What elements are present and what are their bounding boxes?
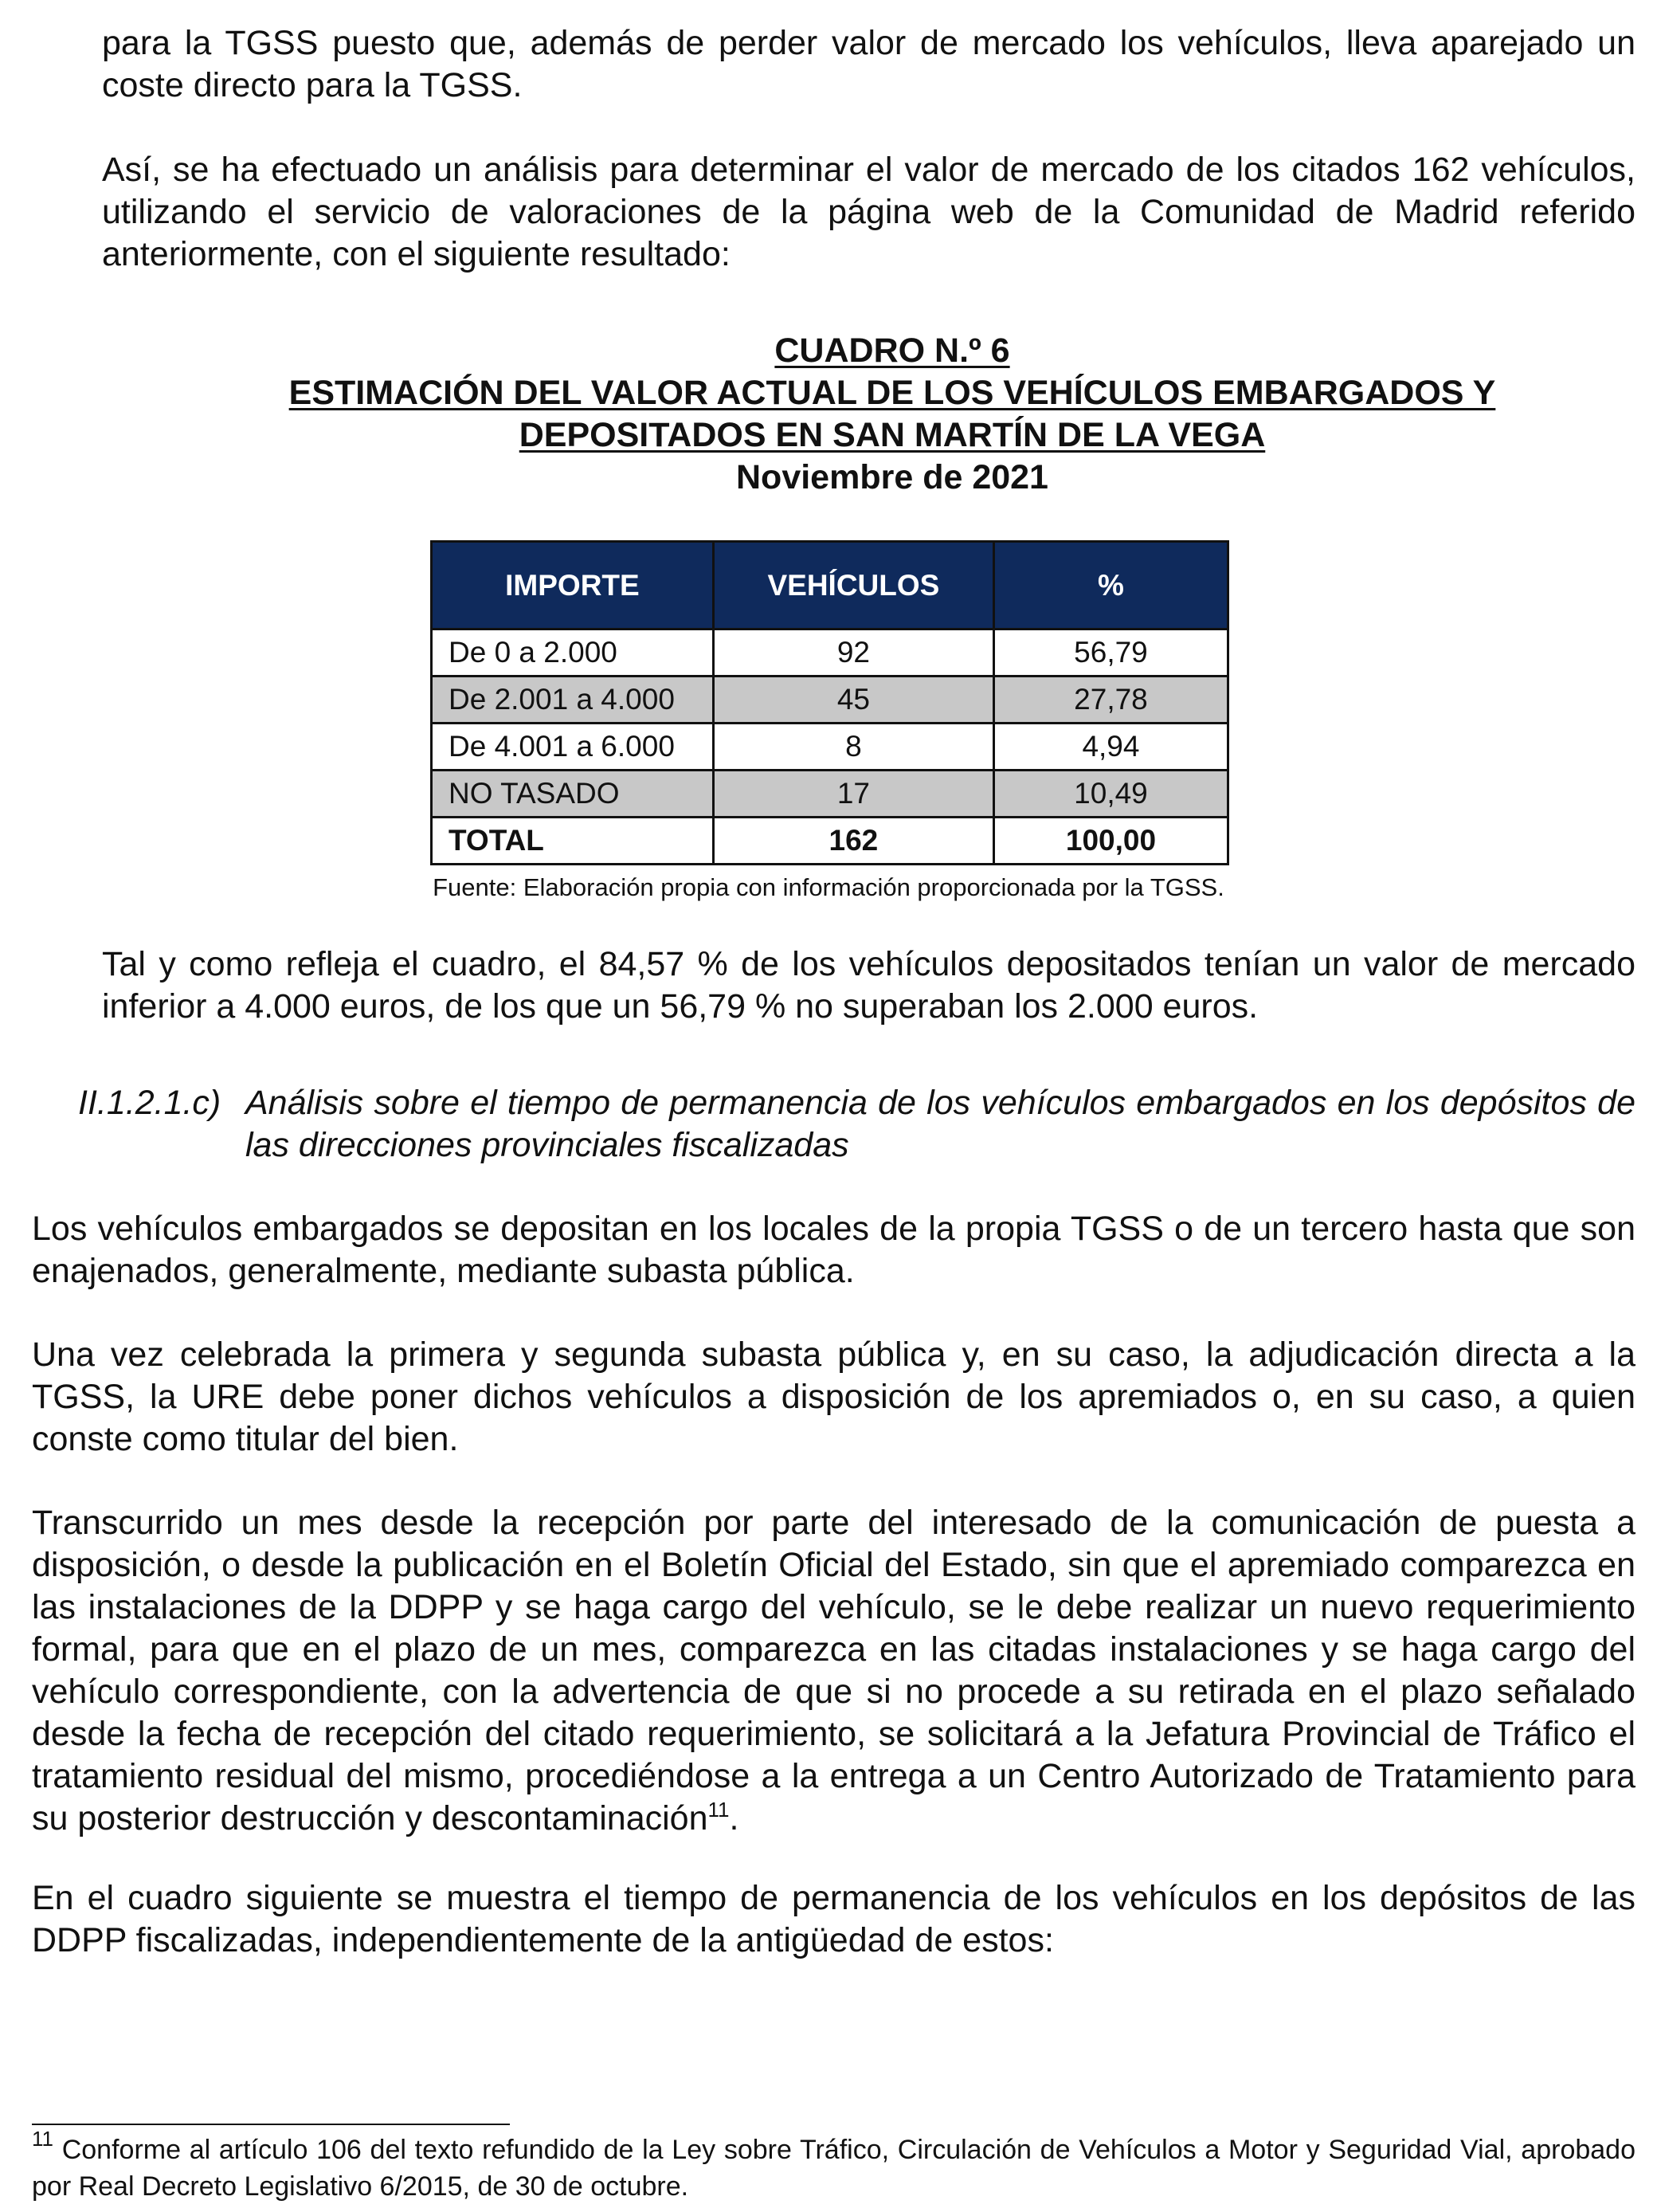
row-importe: De 2.001 a 4.000 [432,677,714,724]
paragraph-requirement-end: . [729,1799,739,1837]
row-vehiculos: 17 [713,771,993,818]
row-importe: De 4.001 a 6.000 [432,724,714,771]
row-percent: 4,94 [993,724,1228,771]
row-importe: NO TASADO [432,771,714,818]
row-vehiculos: 8 [713,724,993,771]
table-caption-title-line1 [159,372,1625,414]
footnote-separator [32,2124,510,2125]
table-row [432,771,1228,818]
table-caption-date: Noviembre de 2021 [736,458,1048,496]
paragraph-requirement-text: Transcurrido un mes desde la recepción por parte del interesado de la comunicación de puesta a disposición, o desde la publicación en el Boletín Oficial del Estado, sin que el apremiado comparezca en las instalaciones de la DDPP y se haga cargo del vehículo, se le debe realizar un nuevo requerimiento formal, para que en el plazo de un mes, comparezca en las citadas instalaciones y se haga cargo del vehículo correspondiente, con la advertencia de que si no procede a su retirada en el plazo señalado desde la fecha de recepción del citado requerimiento, se solicitará a la Jefatura Provincial de Tráfico el tratamiento residual del mismo, procediéndose a la entrega a un Centro Autorizado de Tratamiento para su posterior destrucción y descontaminación [32,1504,1635,1837]
table-row [432,724,1228,771]
total-percent: 100,00 [993,818,1228,865]
footnote-reference[interactable]: 11 [707,1798,730,1822]
footnote-text: Conforme al artículo 106 del texto refundido de la Ley sobre Tráfico, Circulación de Vehículos a Motor y Seguridad Vial, aprobado por Real Decreto Legislativo 6/2015, de 30 de octubre. [32,2135,1635,2202]
table-header-row [432,542,1228,629]
paragraph-auction: Una vez celebrada la primera y segunda subasta pública y, en su caso, la adjudicación directa a la TGSS, la URE debe poner dichos vehículos a disposición de los apremiados o, en su caso, a quien conste como titular del bien. [32,1335,1635,1458]
header-percent: % [993,542,1228,629]
paragraph-next-table: En el cuadro siguiente se muestra el tiempo de permanencia de los vehículos en los depósitos de las DDPP fiscalizadas, independientemente de la antigüedad de estos: [32,1879,1635,1959]
footnote [32,2127,1635,2205]
row-percent: 56,79 [993,629,1228,677]
caption-title-line1-text: ESTIMACIÓN DEL VALOR ACTUAL DE LOS VEHÍCULOS EMBARGADOS Y [288,374,1496,412]
vehicle-value-table [430,540,1229,865]
footnote-number: 11 [32,2127,53,2151]
table-row [432,677,1228,724]
header-vehiculos: VEHÍCULOS [713,542,993,629]
row-percent: 27,78 [993,677,1228,724]
section-number: II.1.2.1.c) [78,1084,221,1122]
section-title: Análisis sobre el tiempo de permanencia de los vehículos embargados en los depósitos de las direcciones provinciales fiscalizadas [245,1084,1635,1164]
total-label: TOTAL [432,818,714,865]
paragraph-table-summary: Tal y como refleja el cuadro, el 84,57 % de los vehículos depositados tenían un valor de mercado inferior a 4.000 euros, de los que un 56,79 % no superaban los 2.000 euros. [102,945,1635,1026]
row-vehiculos: 45 [713,677,993,724]
caption-number-text: CUADRO N.º 6 [774,331,1010,370]
header-importe: IMPORTE [432,542,714,629]
table-caption-title-line2 [159,414,1625,457]
paragraph-requirement [32,1502,1635,1840]
row-vehiculos: 92 [713,629,993,677]
table-source: Fuente: Elaboración propia con información proporcionada por la TGSS. [433,873,1224,901]
table-total-row [432,818,1228,865]
paragraph-intro: para la TGSS puesto que, además de perder valor de mercado los vehículos, lleva aparejado un coste directo para la TGSS. [102,24,1635,104]
paragraph-deposit: Los vehículos embargados se depositan en los locales de la propia TGSS o de un tercero hasta que son enajenados, generalmente, mediante subasta pública. [32,1210,1635,1290]
caption-title-line2-text: DEPOSITADOS EN SAN MARTÍN DE LA VEGA [519,416,1266,454]
row-importe: De 0 a 2.000 [432,629,714,677]
row-percent: 10,49 [993,771,1228,818]
paragraph-analysis: Así, se ha efectuado un análisis para determinar el valor de mercado de los citados 162 vehículos, utilizando el servicio de valoraciones de la página web de la Comunidad de Madrid referido anteriormente, con el siguiente resultado: [102,151,1635,273]
table-caption-number [159,330,1625,372]
table-row [432,629,1228,677]
total-vehiculos: 162 [713,818,993,865]
